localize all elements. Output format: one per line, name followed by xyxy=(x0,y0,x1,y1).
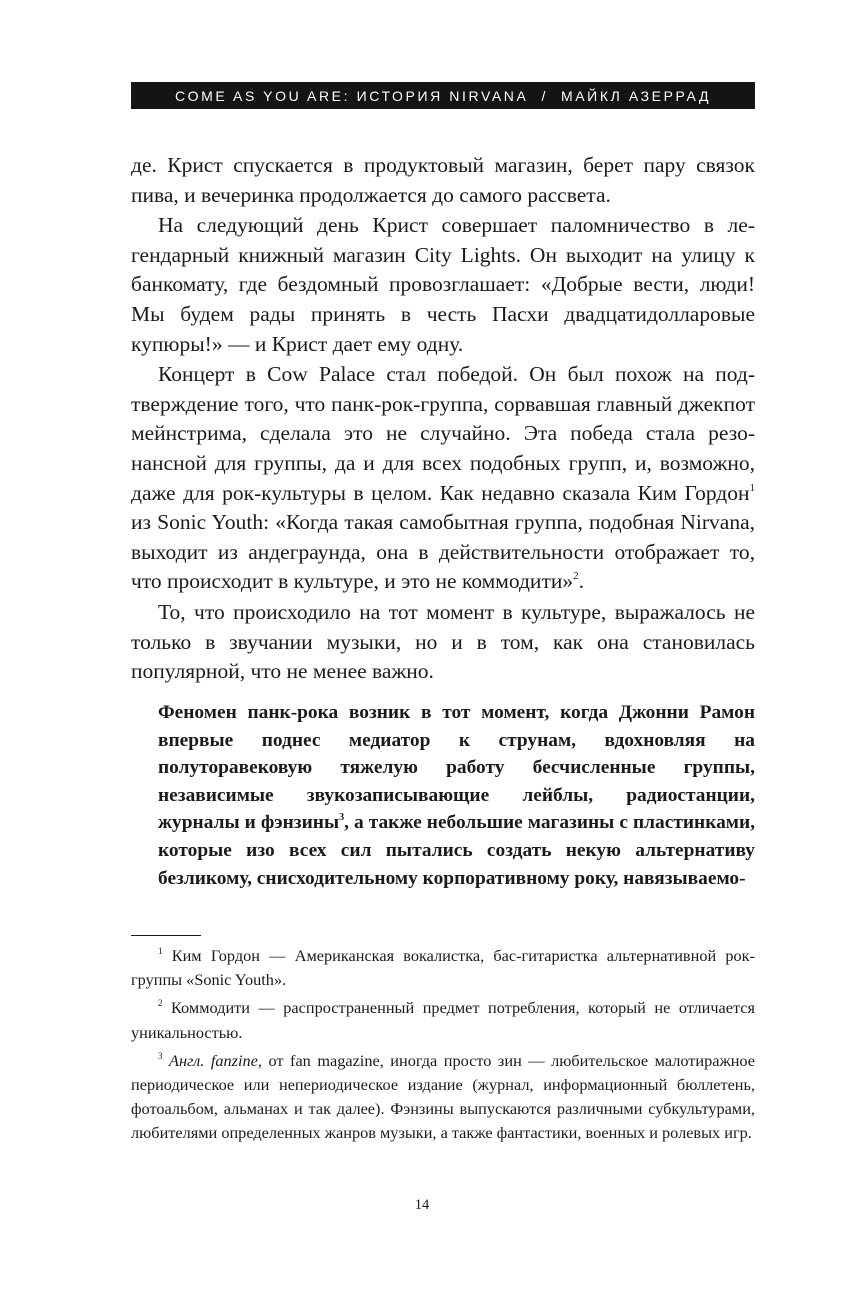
bold-quote xyxy=(158,699,755,892)
footnote-ref-1[interactable]: 1 xyxy=(749,481,755,494)
footnote-text: Ким Гордон — Американская вокалистка, бас-гитаристка альтернативной рок-группы «Sonic Youth». xyxy=(131,946,755,990)
footnote-italic-term: Англ. fanzine xyxy=(162,1050,258,1070)
page-number: 14 xyxy=(414,1197,430,1213)
footnote-3 xyxy=(131,1049,755,1146)
footnote-text: , от fan magazine, иногда просто зин — любительское малотиражное периодическое или непериодическое издание (журнал, информационный бюллетень, фотоальбом, альманах и так далее). Фэнзины выпускаются различными субкультурами, любителями определенных жанров музыки, а также фантастики, военных и ролевых игр. xyxy=(131,1050,755,1143)
footnote-divider xyxy=(131,935,201,936)
paragraph-4: То, что происходило на тот момент в культуре, выражалось не только в звучании музыки, но и в том, как она становилась популярной, что не менее важно. xyxy=(131,599,755,684)
footnote-text: Коммодити — распространенный предмет потребления, который не отличается уникальностью. xyxy=(131,998,755,1042)
footnote-number: 3 xyxy=(158,1050,163,1061)
footnote-1 xyxy=(131,944,755,992)
quote-text-a: Феномен панк-рока возник в тот момент, когда Джонни Рамон впервые поднес медиатор к струнам, вдохновляя на полуторавековую тяжелую работу бесчисленные группы, независимые звукозаписывающие лейблы, радиостанции, журналы и фэнзины xyxy=(158,702,755,834)
paragraph-2: На следующий день Крист совершает паломничество в легендарный книжный магазин City Lights. Он выходит на улицу к банкомату, где бездомный провозглашает: «Добрые вести, люди! Мы будем рады принять в честь Пасхи двадцатидолларовые купюры!» — и Крист дает ему одну. xyxy=(131,213,755,356)
paragraph-3-text-b: из Sonic Youth: «Когда такая самобытная группа, подобная Nirvana, выходит из андеграунда, она в действительности отображает то, что происходит в культуре, и это не коммодити» xyxy=(131,510,755,594)
header-author: МАЙКЛ АЗЕРРАД xyxy=(560,87,712,104)
paragraph-3-text-c: . xyxy=(578,569,584,594)
body-text xyxy=(131,151,755,687)
footnotes xyxy=(131,944,755,1150)
footnote-ref-2[interactable]: 2 xyxy=(573,570,579,583)
quote-text-b: , а также небольшие магазины с пластинками, которые изо всех сил пытались создать некую альтернативу безликому, снисходительному корпоративному року, навязываемо- xyxy=(158,812,755,889)
footnote-number: 2 xyxy=(158,998,163,1009)
paragraph-1: де. Крист спускается в продуктовый магазин, берет пару связок пива, и вечеринка продолжается до самого рассвета. xyxy=(131,153,755,207)
header-book-title: COME AS YOU ARE: ИСТОРИЯ NIRVANA xyxy=(174,87,529,104)
paragraph-3 xyxy=(131,360,755,597)
paragraph-3-text-a: Концерт в Cow Palace стал победой. Он был похож на подтверждение того, что панк-рок-группа, сорвавшая главный джекпот мейнстрима, сделала это не случайно. Эта победа стала резонансной для группы, да и для всех подобных групп, и, возможно, даже для рок-культуры в целом. Как недавно сказала Ким Гордон xyxy=(131,362,755,505)
header-separator: / xyxy=(541,87,548,104)
footnote-number: 1 xyxy=(158,946,163,956)
running-header xyxy=(131,82,755,109)
footnote-2 xyxy=(131,996,755,1044)
footnote-ref-3[interactable]: 3 xyxy=(339,812,345,824)
